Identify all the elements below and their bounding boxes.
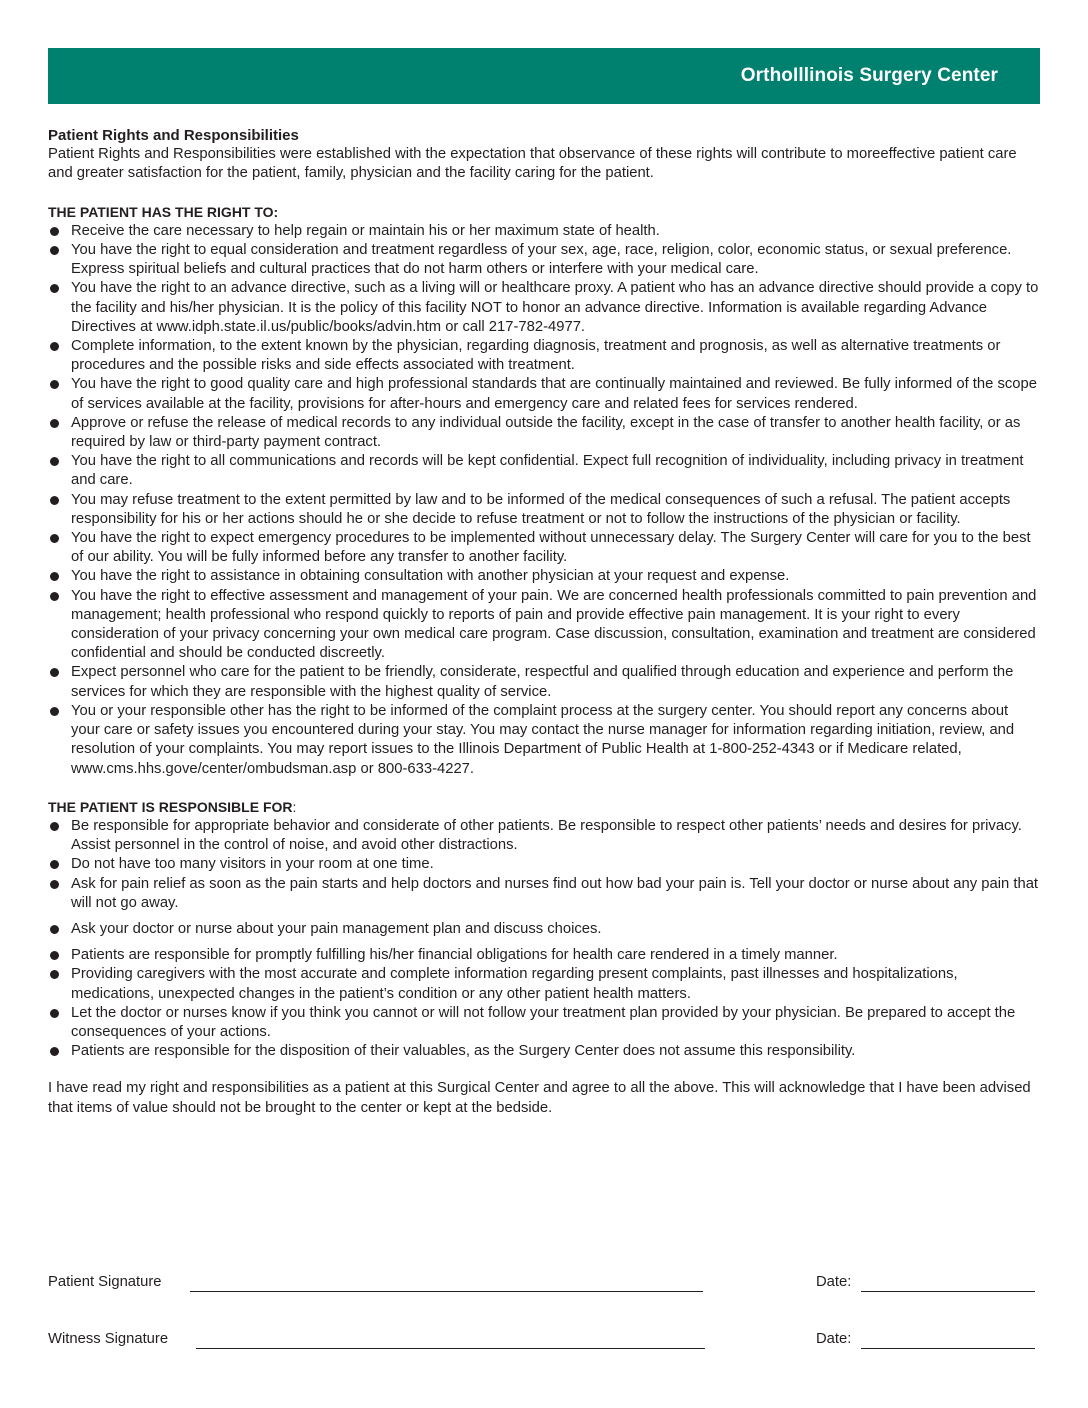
witness-date-label: Date:: [816, 1331, 852, 1347]
rights-item: You may refuse treatment to the extent permitted by law and to be informed of the medical consequences of such a refusal. The patient accepts responsibility for his or her actions should he or she decide to refuse treatment or not to follow the instructions of the physician or facility.: [48, 491, 1040, 529]
patient-signature-line[interactable]: [190, 1291, 703, 1292]
patient-date-line[interactable]: [861, 1291, 1035, 1292]
responsibility-item: Patients are responsible for the disposition of their valuables, as the Surgery Center does not assume this responsibility.: [48, 1042, 1040, 1061]
header-title: OrthoIllinois Surgery Center: [740, 65, 998, 86]
header-bar: [48, 48, 1040, 104]
rights-item: You have the right to effective assessment and management of your pain. We are concerned health professionals committed to pain prevention and management; health professional who respond quickly to reports of pain and provide effective pain management. It is your right to every consideration of your privacy concerning your own medical care program. Case discussion, consultation, examination and treatment are considered confidential and should be conducted discreetly.: [48, 587, 1040, 664]
patient-signature-row: [48, 1274, 1040, 1298]
rights-item: Receive the care necessary to help regain or maintain his or her maximum state of health.: [48, 222, 1040, 241]
acknowledgement-paragraph: I have read my right and responsibilities as a patient at this Surgical Center and agree to all the above. This will acknowledge that I have been advised that items of value should not be brought to the center or kept at the bedside.: [48, 1080, 1031, 1116]
responsibility-item: Ask for pain relief as soon as the pain starts and help doctors and nurses find out how bad your pain is. Tell your doctor or nurse about any pain that will not go away.: [48, 875, 1040, 913]
rights-item: You have the right to good quality care and high professional standards that are continually maintained and reviewed. Be fully informed of the scope of services available at the facility, provisions for after-hours and emergency care and related fees for services rendered.: [48, 375, 1040, 413]
document-title: Patient Rights and Responsibilities: [48, 127, 299, 144]
responsibility-item: Patients are responsible for promptly fulfilling his/her financial obligations for health care rendered in a timely manner.: [48, 946, 1040, 965]
responsibilities-list: [48, 817, 1040, 1061]
document-body: [48, 126, 1040, 1118]
rights-item: Approve or refuse the release of medical records to any individual outside the facility, except in the case of transfer to another health facility, or as required by law or third-party payment contract.: [48, 414, 1040, 452]
witness-signature-row: [48, 1331, 1040, 1355]
witness-date-line[interactable]: [861, 1348, 1035, 1349]
rights-item: You have the right to all communications and records will be kept confidential. Expect full recognition of individuality, including privacy in treatment and care.: [48, 452, 1040, 490]
rights-heading: THE PATIENT HAS THE RIGHT TO:: [48, 203, 279, 220]
witness-signature-label: Witness Signature: [48, 1331, 169, 1347]
rights-list: [48, 222, 1040, 779]
rights-item: You have the right to an advance directive, such as a living will or healthcare proxy. A patient who has an advance directive should provide a copy to the facility and his/her physician. It is the policy of this facility NOT to honor an advance directive. Information is available regarding Advance Directives at www.idph.state.il.us/public/books/advin.htm or call 217-782-4977.: [48, 279, 1040, 337]
rights-item: You have the right to equal consideration and treatment regardless of your sex, age, race, religion, color, economic status, or sexual preference. Express spiritual beliefs and cultural practices that do not harm others or interfere with your medical care.: [48, 241, 1040, 279]
rights-item: You have the right to assistance in obtaining consultation with another physician at your request and expense.: [48, 567, 1040, 586]
responsibility-item: Let the doctor or nurses know if you think you cannot or will not follow your treatment plan provided by your physician. Be prepared to accept the consequences of your actions.: [48, 1004, 1040, 1042]
responsibilities-heading-text: THE PATIENT IS RESPONSIBLE FOR: [48, 798, 293, 815]
witness-signature-line[interactable]: [196, 1348, 705, 1349]
rights-item: Complete information, to the extent known by the physician, regarding diagnosis, treatment and prognosis, as well as alternative treatments or procedures and the possible risks and side effects associated with treatment.: [48, 337, 1040, 375]
patient-date-label: Date:: [816, 1274, 852, 1290]
rights-item: Expect personnel who care for the patient to be friendly, considerate, respectful and qualified through education and experience and perform the services for which they are responsible with the highest quality of service.: [48, 663, 1040, 701]
responsibilities-heading: [48, 798, 1040, 817]
responsibility-item: Do not have too many visitors in your room at one time.: [48, 855, 1040, 874]
patient-signature-label: Patient Signature: [48, 1274, 162, 1290]
intro-paragraph: Patient Rights and Responsibilities were established with the expectation that observance of these rights will contribute to moreeffective patient care and greater satisfaction for the patient, family, physician and the facility caring for the patient.: [48, 146, 1017, 182]
rights-item: You have the right to expect emergency procedures to be implemented without unnecessary delay. The Surgery Center will care for you to the best of our ability. You will be fully informed before any transfer to another facility.: [48, 529, 1040, 567]
responsibility-item: Be responsible for appropriate behavior and considerate of other patients. Be responsible to respect other patients’ needs and desires for privacy. Assist personnel in the control of noise, and avoid other distractions.: [48, 817, 1040, 855]
responsibilities-heading-colon: :: [292, 798, 297, 815]
responsibility-item: Providing caregivers with the most accurate and complete information regarding present complaints, past illnesses and hospitalizations, medications, unexpected changes in the patient’s condition or any other patient health matters.: [48, 965, 1040, 1003]
rights-item: You or your responsible other has the right to be informed of the complaint process at the surgery center. You should report any concerns about your care or safety issues you encountered during your stay. You may contact the nurse manager for information regarding initiation, review, and resolution of your complaints. You may report issues to the Illinois Department of Public Health at 1-800-252-4343 or if Medicare related, www.cms.hhs.gove/center/ombudsman.asp or 800-633-4227.: [48, 702, 1040, 779]
responsibility-item: Ask your doctor or nurse about your pain management plan and discuss choices.: [48, 920, 1040, 939]
